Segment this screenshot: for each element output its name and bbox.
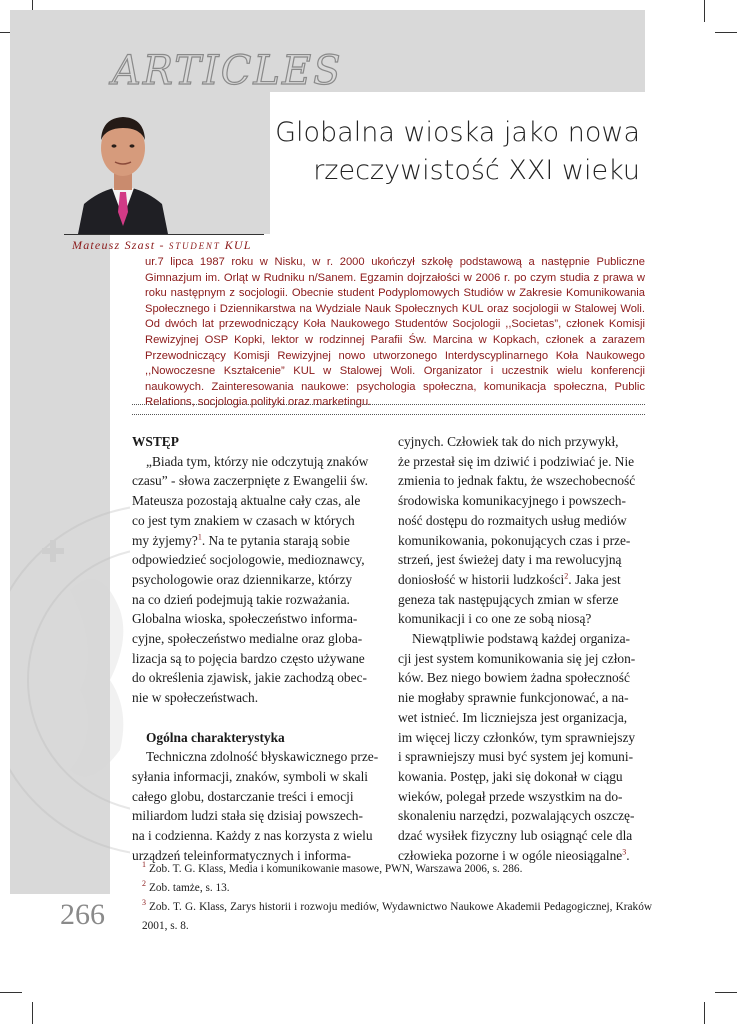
text-line: dzać wysiłek fizyczny lub osiągnąć cele dla: [398, 828, 633, 844]
footnote-text: Zob. tamże, s. 13.: [149, 882, 230, 894]
author-name: Mateusz Szast: [72, 238, 156, 252]
text-line: Mateusza pozostają aktualne cały czas, ale: [132, 493, 361, 509]
text-line: do określenia zjawisk, jakie zachodzą obec-: [132, 670, 367, 686]
text-line: co jest tym znakiem w czasach w których: [132, 512, 355, 528]
text-line: skonaleniu narzędzi, pozwalających oszczę-: [398, 808, 635, 824]
text-line: Globalna wioska, społeczeństwo informa-: [132, 611, 358, 627]
footnote-ref: 2: [564, 571, 569, 581]
footnote-number: 2: [142, 879, 146, 889]
page-number: 266: [60, 898, 105, 931]
text-column-left: [132, 432, 379, 865]
author-byline: [72, 238, 252, 253]
footnote: [132, 879, 652, 898]
crop-mark: [32, 1002, 33, 1024]
text-line: lizacja są to pojęcia bardzo często używane: [132, 650, 365, 666]
footnote-text: Zob. T. G. Klass, Zarys historii i rozwoju mediów, Wydawnictwo Naukowe Akademii Pedagogicznej, Kraków 2001, s. 8.: [142, 901, 652, 932]
text-run: człowieka pozorne i w ogóle nieosiągalne: [398, 847, 623, 863]
text-line: Techniczna zdolność błyskawicznego prze-: [146, 749, 379, 765]
text-run: . Jaka jest: [568, 571, 621, 587]
text-run: doniosłość w historii ludzkości: [398, 571, 565, 587]
footnote-ref: 1: [197, 532, 202, 542]
text-line: cyjne, społeczeństwo medialne oraz globa-: [132, 631, 363, 647]
footnote-number: 3: [142, 898, 146, 908]
text-line: „Biada tym, którzy nie odczytują znaków: [146, 453, 369, 469]
text-line: nie mogłaby sprawnie funkcjonować, a na-: [398, 690, 629, 706]
text-line: komunikowania, pokonujących czas i prze-: [398, 532, 631, 548]
text-column-right: [398, 432, 645, 865]
footnote-number: 1: [142, 860, 146, 870]
text-line: środowiska komunikacyjnego i powszech-: [398, 493, 626, 509]
university-emblem-watermark: [10, 470, 130, 890]
dotted-divider: [132, 404, 645, 405]
crop-mark: [715, 32, 737, 33]
text-line: wet istnieć. Im liczniejsza jest organizacja,: [398, 709, 628, 725]
author-rule: [64, 234, 264, 235]
footnote: [132, 898, 652, 936]
text-line: geneza tak następujących zmian w sferze: [398, 591, 619, 607]
text-line: [132, 531, 379, 551]
text-line: strzeń, jest świeżej daty i ma rewolucyjną: [398, 552, 622, 568]
crop-mark: [715, 992, 737, 993]
text-line: ków. Bez niego bowiem żadna społeczność: [398, 670, 630, 686]
section-heading: Ogólna charakterystyka: [146, 729, 285, 745]
text-line: cji jest system komunikowania się jej człon-: [398, 650, 636, 666]
text-line: ność dostępu do rozmaitych usług mediów: [398, 512, 627, 528]
footnote: [132, 860, 652, 879]
text-line: syłania informacji, znaków, symboli w skali: [132, 768, 369, 784]
article-title-line: rzeczywistość XXI wieku: [313, 155, 640, 186]
text-line: nie w społeczeństwach.: [132, 690, 259, 706]
text-line: i sprawniejszy musi być system jej komuni-: [398, 749, 634, 765]
text-line: na i codzienna. Każdy z nas korzysta z wielu: [132, 828, 373, 844]
text-line: miliardom ludzi stała się dzisiaj powszech-: [132, 808, 363, 824]
author-role: KUL: [220, 238, 252, 252]
text-run: my żyjemy?: [132, 532, 198, 548]
author-bio: ur.7 lipca 1987 roku w Nisku, w r. 2000 ukończył szkołę podstawową a następnie Publiczne Gimnazjum im. Orląt w Rudniku n/Sanem. Egzamin dojrzałości w 2006 r. po czym studia z prawa w roku następnym z socjologii. Obecnie student Podyplomowych Studiów w Zakresie Komunikowania Społecznego i Dziennikarstwa na Wydziale Nauk Społecznych KUL oraz socjologii w Stalowej Woli. Od dwóch lat przewodniczący Koła Naukowego Studentów Socjologii ,,Societas”, członek Komisji Rewizyjnej OSP Kopki, lektor w rodzinnej Parafii Św. Marcina w Kopkach, członek a zarazem Przewodniczący Komisji Rewizyjnej nowo utworzonego Interdyscyplinarnego Koła Naukowego ,,Nowoczesne Kształcenie” KUL w Stalowej Woli. Organizator i uczestnik wielu konferencji naukowych. Zainteresowania naukowe: psychologia społeczna, komunikacja społeczna, Public Relations, socjologia polityki oraz marketingu.: [145, 256, 645, 409]
text-line: [398, 570, 645, 590]
text-run: .: [626, 847, 630, 863]
text-line: na co dzień podejmują takie rozważania.: [132, 591, 350, 607]
article-title-line: Globalna wioska jako nowa: [275, 117, 640, 148]
text-line: wieków, polegał przede wszystkim na do-: [398, 788, 623, 804]
footnotes: [132, 860, 652, 936]
section-heading: WSTĘP: [132, 434, 179, 449]
text-line: całego globu, dostarczanie treści i emocji: [132, 788, 354, 804]
text-line: że przestał się im dziwić i podziwiać je. Nie: [398, 453, 635, 469]
text-line: Niewątpliwie podstawą każdej organiza-: [412, 631, 631, 647]
section-title: ARTICLES: [112, 48, 343, 94]
crop-mark: [704, 1002, 705, 1024]
text-line: cyjnych. Człowiek tak do nich przywykł,: [398, 434, 619, 449]
author-separator: -: [155, 238, 169, 252]
author-role-smallcaps: STUDENT: [168, 241, 221, 251]
crop-mark: [704, 0, 705, 22]
author-photo: [68, 100, 178, 234]
text-line: im więcej liczy członków, tym sprawniejszy: [398, 729, 636, 745]
dotted-divider: [132, 414, 645, 415]
text-line: psychologowie oraz dziennikarze, którzy: [132, 571, 353, 587]
crop-mark: [0, 992, 22, 993]
footnote-text: Zob. T. G. Klass, Media i komunikowanie masowe, PWN, Warszawa 2006, s. 286.: [149, 863, 523, 875]
text-line: komunikacji i co one ze sobą niosą?: [398, 611, 592, 627]
text-line: urządzeń teleinformatycznych i informa-: [132, 847, 351, 863]
text-run: . Na te pytania starają sobie: [201, 532, 350, 548]
text-line: czasu” - słowa zaczerpnięte z Ewangelii św.: [132, 473, 368, 489]
text-line: kowania. Postęp, jaki się dokonał w ciągu: [398, 768, 623, 784]
footnote-ref: 3: [622, 847, 627, 857]
text-line: zmienia to jednak faktu, że wszechobecność: [398, 473, 636, 489]
text-line: odpowiedzieć socjologowie, medioznawcy,: [132, 552, 365, 568]
article-title: [210, 114, 640, 190]
